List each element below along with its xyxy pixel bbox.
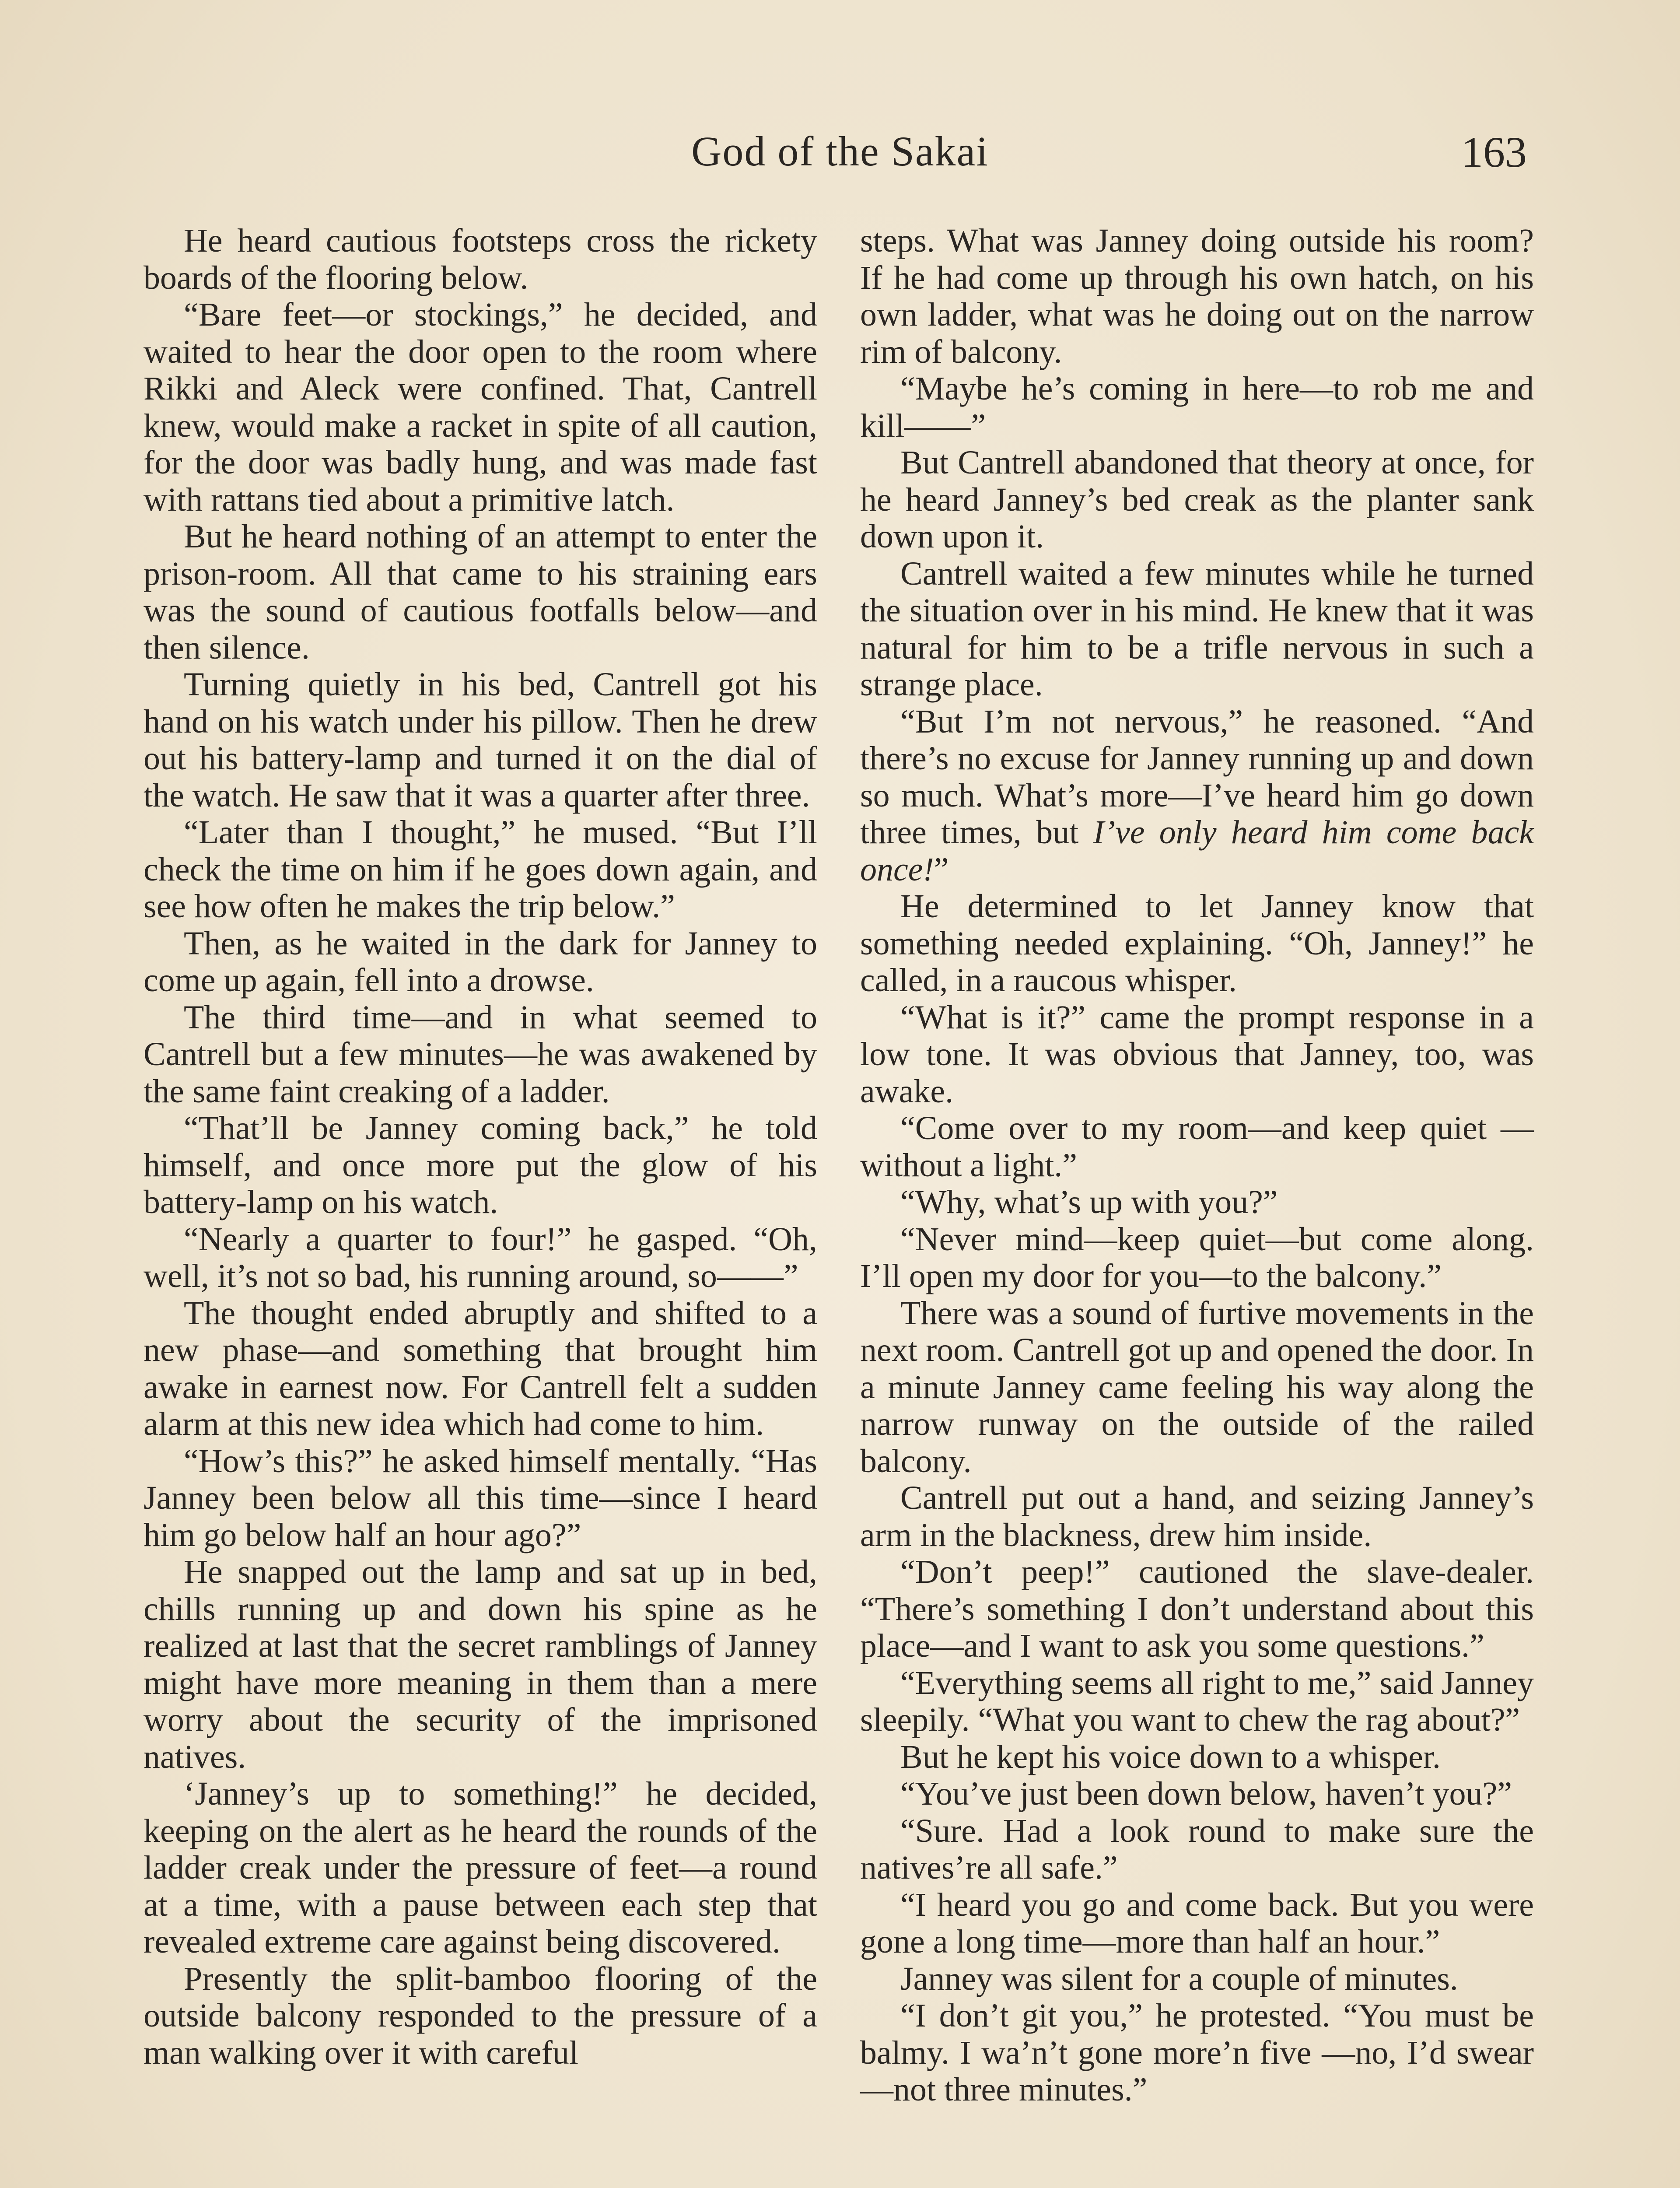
paragraph: “Later than I thought,” he mused. “But I’ll check the time on him if he goes down again, and see how often he makes the trip below.”: [144, 814, 817, 925]
paragraph: But he kept his voice down to a whisper.: [900, 1738, 1441, 1775]
paragraph: “You’ve just been down below, haven’t you?”: [900, 1775, 1512, 1812]
paragraph: But Cantrell abandoned that theory at once, for he heard Janney’s bed creak as the planter sank down upon it.: [860, 444, 1534, 555]
nervous-text: “But I’m not nervous,” he reasoned. “And there’s no excuse for Janney running up and down so much. What’s more—I’ve heard him go down three times, but: [860, 703, 1534, 851]
paragraph: He determined to let Janney know that something needed explaining. “Oh, Janney!” he called, in a raucous whisper.: [860, 888, 1534, 999]
paragraph: “What is it?” came the prompt response in a low tone. It was obvious that Janney, too, was awake.: [860, 999, 1534, 1110]
paragraph: The third time—and in what seemed to Cantrell but a few minutes—he was awakened by the same faint creaking of a ladder.: [144, 999, 817, 1110]
paragraph: There was a sound of furtive movements in the next room. Cantrell got up and opened the door. In a minute Janney came feeling his way along the narrow runway on the outside of the railed balcony.: [860, 1294, 1534, 1480]
paragraph: Turning quietly in his bed, Cantrell got his hand on his watch under his pillow. Then he drew out his battery-lamp and turned it on the dial of the watch. He saw that it was a quarter after three.: [144, 666, 817, 814]
continued-paragraph: steps. What was Janney doing outside his room? If he had come up through his own hatch, on his own ladder, what was he doing out on the narrow rim of balcony.: [860, 222, 1534, 370]
paragraph: “I don’t git you,” he protested. “You must be balmy. I wa’n’t gone more’n five —no, I’d swear—not three minutes.”: [860, 1997, 1534, 2108]
paragraph: “Nearly a quarter to four!” he gasped. “Oh, well, it’s not so bad, his running around, so——”: [144, 1220, 817, 1294]
paragraph: “Sure. Had a look round to make sure the natives’re all safe.”: [860, 1812, 1534, 1886]
page-number: 163: [1461, 128, 1527, 176]
page-header: [140, 127, 1540, 188]
paragraph: “Maybe he’s coming in here—to rob me and kill——”: [860, 370, 1534, 444]
paragraph: “Never mind—keep quiet—but come along. I’ll open my door for you—to the balcony.”: [860, 1220, 1534, 1294]
paragraph: “Everything seems all right to me,” said Janney sleepily. “What you want to chew the rag about?”: [860, 1664, 1534, 1738]
paragraph: “Why, what’s up with you?”: [900, 1184, 1278, 1220]
left-column: [144, 222, 817, 2071]
italic-text: I’ve only heard him come back once!: [860, 814, 1534, 888]
paragraph: “I heard you go and come back. But you were gone a long time—more than half an hour.”: [860, 1886, 1534, 1960]
paragraph: He heard cautious footsteps cross the rickety boards of the flooring below.: [144, 222, 817, 296]
closing-quote: ”: [934, 851, 949, 888]
paragraph: ‘Janney’s up to something!” he decided, keeping on the alert as he heard the rounds of the ladder creak under the pressure of feet—a round at a time, with a pause between each step that revealed extreme care against being discovered.: [144, 1775, 817, 1960]
paragraph: The thought ended abruptly and shifted to a new phase—and something that brought him awake in earnest now. For Cantrell felt a sudden alarm at this new idea which had come to him.: [144, 1294, 817, 1442]
paragraph: “Don’t peep!” cautioned the slave-dealer. “There’s something I don’t understand about this place—and I want to ask you some questions.”: [860, 1553, 1534, 1664]
paragraph: Cantrell put out a hand, and seizing Janney’s arm in the blackness, drew him inside.: [860, 1480, 1534, 1553]
paragraph: Presently the split-bamboo flooring of the outside balcony responded to the pressure of a man walking over it with careful: [144, 1960, 817, 2071]
paragraph: Janney was silent for a couple of minutes.: [900, 1960, 1458, 1997]
paragraph: “How’s this?” he asked himself mentally. “Has Janney been below all this time—since I heard him go below half an hour ago?”: [144, 1442, 817, 1553]
paragraph: Cantrell waited a few minutes while he turned the situation over in his mind. He knew that it was natural for him to be a trifle nervous in such a strange place.: [860, 555, 1534, 703]
paragraph: “That’ll be Janney coming back,” he told himself, and once more put the glow of his battery-lamp on his watch.: [144, 1110, 817, 1220]
paragraph: Then, as he waited in the dark for Janney to come up again, fell into a drowse.: [144, 925, 817, 999]
right-column: [860, 222, 1534, 2108]
paragraph: [860, 703, 1534, 888]
running-title: God of the Sakai: [691, 128, 989, 175]
paragraph: “Bare feet—or stockings,” he decided, and waited to hear the door open to the room where Rikki and Aleck were confined. That, Cantrell knew, would make a racket in spite of all caution, for the door was badly hung, and was made fast with rattans tied about a primitive latch.: [144, 296, 817, 518]
paragraph: “Come over to my room—and keep quiet —without a light.”: [860, 1110, 1534, 1184]
paragraph: He snapped out the lamp and sat up in bed, chills running up and down his spine as he realized at last that the secret ramblings of Janney might have more meaning in them than a mere worry about the security of the imprisoned natives.: [144, 1553, 817, 1775]
paragraph: But he heard nothing of an attempt to enter the prison-room. All that came to his straining ears was the sound of cautious footfalls below—and then silence.: [144, 518, 817, 666]
